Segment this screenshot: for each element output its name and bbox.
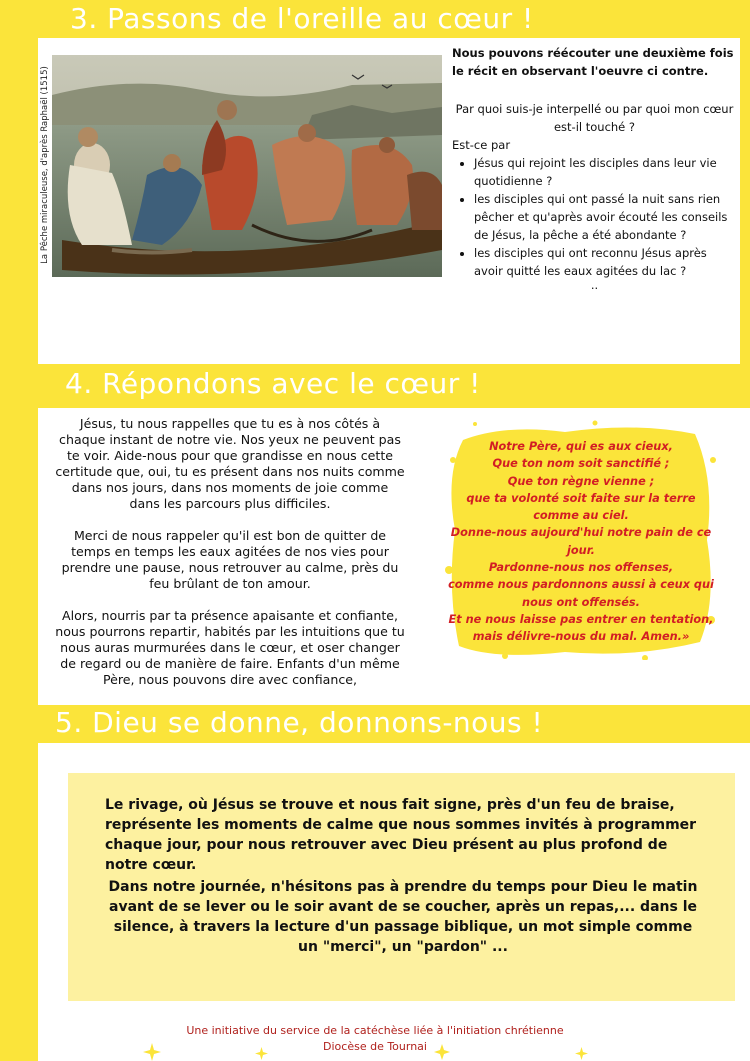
miraculous-catch-painting bbox=[52, 55, 442, 277]
prayer-line: Que ton nom soit sanctifié ; bbox=[492, 457, 670, 471]
left-yellow-border bbox=[0, 0, 38, 1061]
section5-title: 5. Dieu se donne, donnons-nous ! bbox=[55, 706, 544, 739]
prayer-line: Que ton règne vienne ; bbox=[507, 474, 655, 488]
reflection-list bbox=[452, 154, 737, 280]
question-lead: Est-ce par bbox=[452, 138, 511, 152]
section3-title: 3. Passons de l'oreille au cœur ! bbox=[70, 2, 534, 35]
prayer-line: mais délivre-nous du mal. Amen.» bbox=[472, 630, 690, 644]
intro-bold-text: Nous pouvons réécouter une deuxième fois le récit en observant l'oeuvre ci contre. bbox=[452, 46, 734, 78]
section5-paragraph-1: Le rivage, où Jésus se trouve et nous fait signe, près d'un feu de braise, représente les moments de calme que nous sommes invités à programmer chaque jour, pour nous retrouver avec Dieu présent au plus profond de notre cœur. bbox=[105, 797, 697, 873]
footer-line-1: Une initiative du service de la catéchèse liée à l'initiation chrétienne bbox=[186, 1024, 564, 1037]
section3-intro bbox=[452, 44, 737, 290]
prayer-paragraph: Alors, nourris par ta présence apaisante et confiante, nous pourrons repartir, habités par les intuitions que tu nous auras murmurées dans le cœur, et oser changer de regard ou de manière de faire. Enfants d'un même Père, nous pouvons dire avec confiance, bbox=[55, 608, 405, 687]
painting-caption: La Pêche miraculeuse, d'après Raphaël (1515) bbox=[40, 66, 50, 264]
list-item: • Jésus qui rejoint les disciples dans leur vie quotidienne ? bbox=[474, 154, 737, 190]
section4-title: 4. Répondons avec le cœur ! bbox=[65, 367, 481, 400]
prayer-line: comme au ciel. bbox=[533, 509, 629, 523]
right-yellow-border bbox=[740, 0, 750, 365]
prayer-paragraph: Merci de nous rappeler qu'il est bon de quitter de temps en temps les eaux agitées de nos vies pour prendre une pause, nous retrouver au calme, près du feu brûlant de ton amour. bbox=[61, 528, 399, 591]
list-item: • les disciples qui ont reconnu Jésus après avoir quitté les eaux agitées du lac ? bbox=[474, 244, 737, 280]
section5-text-box bbox=[68, 773, 735, 1001]
prayer-paragraph: Jésus, tu nous rappelles que tu es à nos côtés à chaque instant de notre vie. Nos yeux ne peuvent pas te voir. Aide-nous pour que grandisse en nous cette certitude que, oui, tu es présent dans nos nuits comme dans nos jours, dans nos moments de joie comme dans les parcours plus difficiles. bbox=[55, 416, 405, 511]
section5-paragraph-2: Dans notre journée, n'hésitons pas à prendre du temps pour Dieu le matin avant de se lever ou le soir avant de se coucher, après un repas,... dans le silence, à travers la lecture d'un passage biblique, un mot simple comme un "merci", un "pardon" ... bbox=[108, 879, 698, 955]
reflection-question: Par quoi suis-je interpellé ou par quoi mon cœur est-il touché ? bbox=[455, 102, 734, 134]
footer bbox=[0, 1023, 750, 1055]
prayer-line: que ta volonté soit faite sur la terre bbox=[466, 491, 696, 505]
prayer-line: comme nous pardonnons aussi à ceux qui nous ont offensés. bbox=[448, 578, 714, 609]
our-father-prayer bbox=[448, 438, 714, 646]
prayer-line: Pardonne-nous nos offenses, bbox=[488, 561, 674, 575]
ellipsis-text: .. bbox=[590, 278, 599, 292]
footer-line-2: Diocèse de Tournai bbox=[323, 1040, 427, 1053]
prayer-line: Notre Père, qui es aux cieux, bbox=[489, 440, 673, 453]
prayer-line: Et ne nous laisse pas entrer en tentation, bbox=[448, 612, 714, 626]
response-prayer bbox=[55, 416, 405, 704]
list-item: • les disciples qui ont passé la nuit sans rien pêcher et qu'après avoir écouté les conseils de Jésus, la pêche a été abondante ? bbox=[474, 190, 737, 244]
prayer-line: Donne-nous aujourd'hui notre pain de ce jour. bbox=[450, 526, 712, 557]
